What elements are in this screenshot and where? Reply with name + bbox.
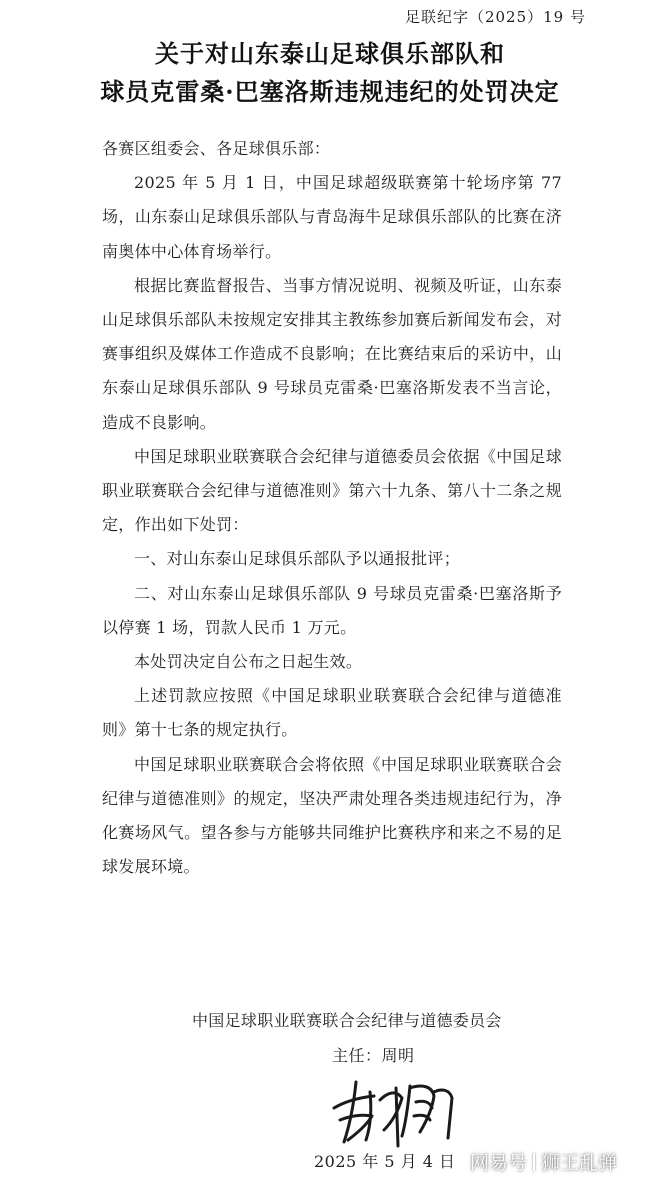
watermark-author: 狮王乱弹 (541, 1152, 618, 1174)
watermark (470, 1148, 617, 1175)
handwritten-signature-image (326, 1062, 466, 1152)
salutation: 各赛区组委会、各足球俱乐部： (102, 139, 331, 158)
document-number: 足联纪字（2025）19 号 (404, 8, 586, 26)
document-body (102, 132, 562, 884)
document-title-line-1: 关于对山东泰山足球俱乐部队和 (155, 39, 505, 68)
watermark-separator (533, 1153, 535, 1171)
document-date: 2025 年 5 月 4 日 (314, 1152, 456, 1171)
paragraph-penalty-player: 二、对山东泰山足球俱乐部队 9 号球员克雷桑·巴塞洛斯予以停赛 1 场，罚款人民币 1 万元。 (102, 583, 562, 637)
paragraph-closing: 中国足球职业联赛联合会将依照《中国足球职业联赛联合会纪律与道德准则》的规定，坚决严肃处理各类违规违纪行为，净化赛场风气。望各参与方能够共同维护比赛秩序和来之不易的足球发展环境。 (102, 754, 562, 877)
paragraph-effective: 本处罚决定自公布之日起生效。 (134, 652, 363, 672)
watermark-source: 网易号 (470, 1152, 528, 1174)
paragraph-basis: 中国足球职业联赛联合会纪律与道德委员会依据《中国足球职业联赛联合会纪律与道德准则》第六十九条、第八十二条之规定，作出如下处罚： (102, 446, 562, 535)
paragraph-fine-execution: 上述罚款应按照《中国足球职业联赛联合会纪律与道德准则》第十七条的规定执行。 (102, 686, 562, 740)
paragraph-findings: 根据比赛监督报告、当事方情况说明、视频及听证，山东泰山足球俱乐部队未按规定安排其主教练参加赛后新闻发布会，对赛事组织及媒体工作造成不良影响；在比赛结束后的采访中，山东泰山足球俱乐部队 9 号球员克雷桑·巴塞洛斯发表不当言论，造成不良影响。 (102, 275, 562, 432)
chairman-line: 主任：周明 (332, 1046, 415, 1065)
paragraph-match-info: 2025 年 5 月 1 日，中国足球超级联赛第十轮场序第 77 场，山东泰山足球俱乐部队与青岛海牛足球俱乐部队的比赛在济南奥体中心体育场举行。 (102, 173, 562, 261)
paragraph-penalty-club: 一、对山东泰山足球俱乐部队予以通报批评； (134, 549, 461, 569)
document-title-line-2: 球员克雷桑·巴塞洛斯违规违纪的处罚决定 (100, 77, 560, 106)
signature-organization: 中国足球职业联赛联合会纪律与道德委员会 (192, 1011, 502, 1030)
